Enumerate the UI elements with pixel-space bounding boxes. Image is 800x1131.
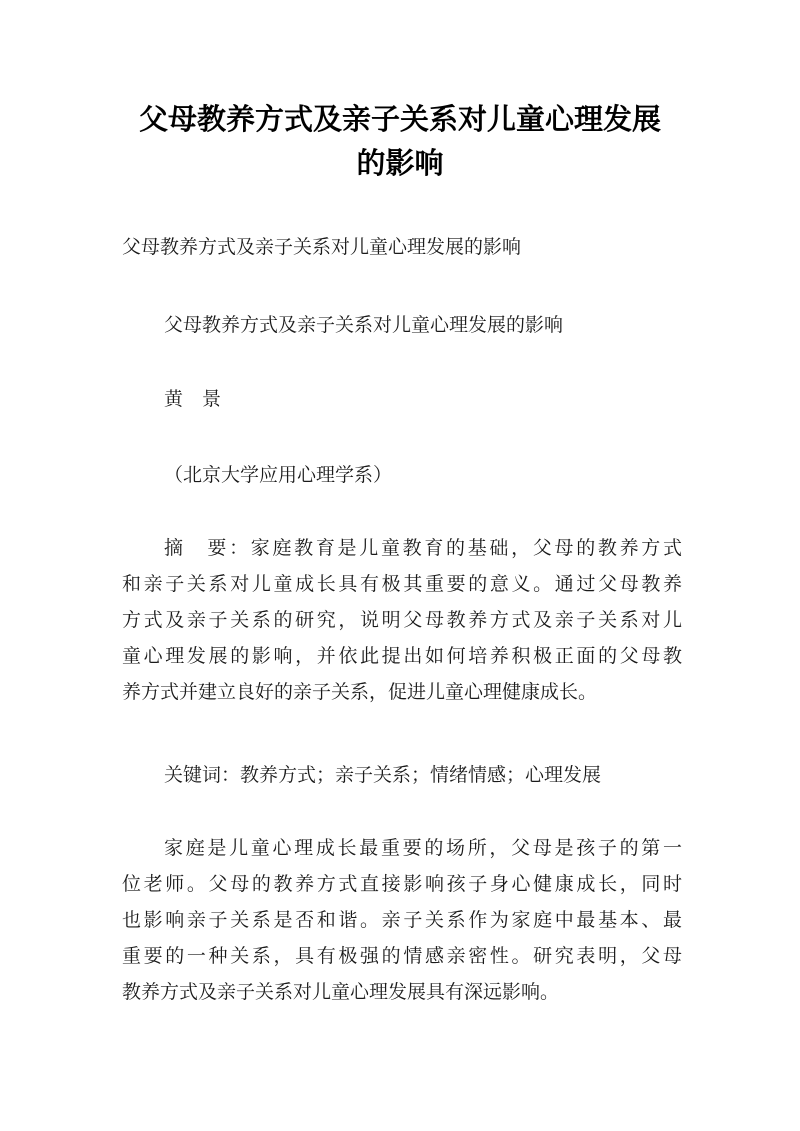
document-subtitle: 父母教养方式及亲子关系对儿童心理发展的影响 xyxy=(122,236,522,258)
article-heading: 父母教养方式及亲子关系对儿童心理发展的影响 xyxy=(164,314,564,336)
abstract-line: 和亲子关系对儿童成长具有极其重要的意义。通过父母教养 xyxy=(122,573,682,595)
abstract-line: 养方式并建立良好的亲子关系，促进儿童心理健康成长。 xyxy=(122,681,598,703)
abstract-line: 摘 要：家庭教育是儿童教育的基础，父母的教养方式 xyxy=(164,537,682,559)
document-title-line-2: 的影响 xyxy=(356,146,444,180)
abstract-line: 方式及亲子关系的研究，说明父母教养方式及亲子关系对儿 xyxy=(122,609,682,631)
intro-line: 重要的一种关系，具有极强的情感亲密性。研究表明，父母 xyxy=(122,945,682,967)
document-title-line-1: 父母教养方式及亲子关系对儿童心理发展 xyxy=(138,102,661,136)
intro-line: 也影响亲子关系是否和谐。亲子关系作为家庭中最基本、最 xyxy=(122,909,682,931)
intro-line: 家庭是儿童心理成长最重要的场所，父母是孩子的第一 xyxy=(164,837,682,859)
intro-line: 位老师。父母的教养方式直接影响孩子身心健康成长，同时 xyxy=(122,873,682,895)
author-name: 黄 景 xyxy=(164,388,222,410)
abstract-paragraph xyxy=(122,530,682,710)
intro-paragraph xyxy=(122,830,682,1010)
abstract-line: 童心理发展的影响，并依此提出如何培养积极正面的父母教 xyxy=(122,645,682,667)
keywords-line: 关键词：教养方式；亲子关系；情绪情感；心理发展 xyxy=(164,764,602,786)
intro-line: 教养方式及亲子关系对儿童心理发展具有深远影响。 xyxy=(122,981,560,1003)
author-affiliation: （北京大学应用心理学系） xyxy=(164,464,393,486)
